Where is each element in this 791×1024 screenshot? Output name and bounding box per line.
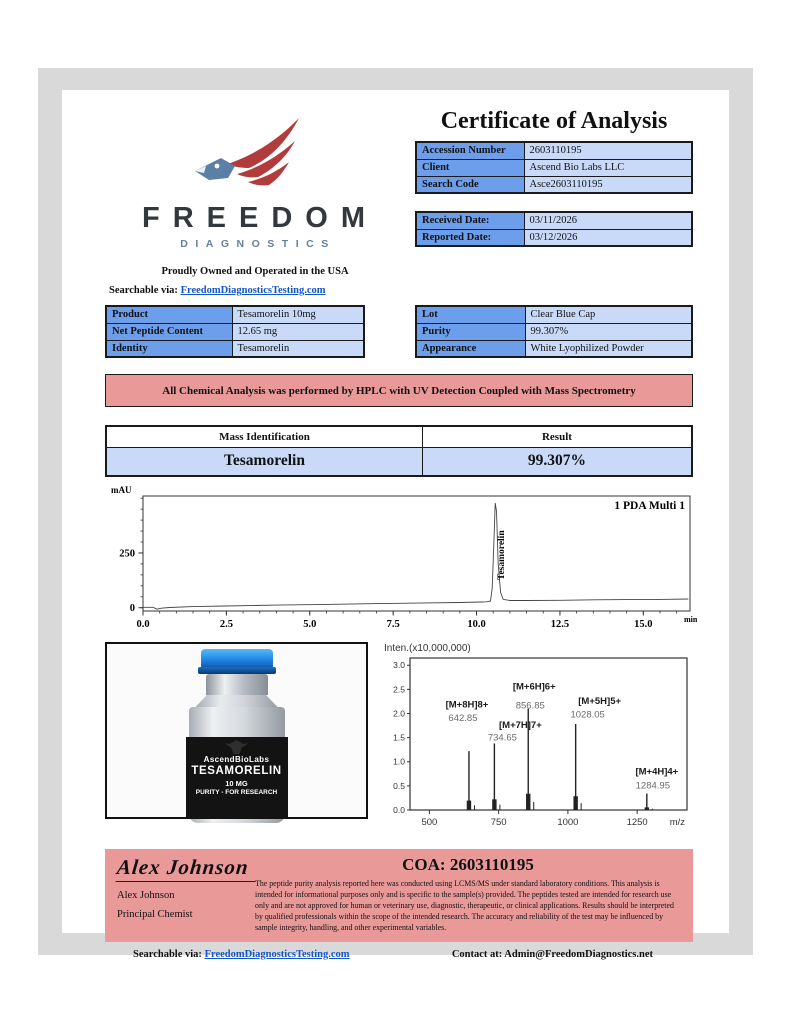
mass-spectrum-plot: [383, 642, 693, 834]
brand-subtitle: DIAGNOSTICS: [180, 238, 336, 250]
svg-text:[M+4H]4+: [M+4H]4+: [635, 766, 679, 778]
signature-script: Alex Johnson: [116, 855, 258, 882]
vial-cap-rim: [198, 667, 276, 674]
date-label: Reported Date:: [416, 229, 524, 246]
info-label: Client: [416, 159, 524, 176]
info-value: 2603110195: [524, 142, 692, 159]
svg-text:Tesamorelin: Tesamorelin: [496, 530, 507, 580]
certificate-document: [62, 90, 729, 960]
svg-text:0: 0: [129, 603, 135, 615]
svg-text:12.5: 12.5: [550, 619, 570, 630]
table-row: [416, 323, 692, 340]
table-row: [416, 229, 692, 246]
mass-id-header: Mass Identification: [106, 426, 422, 447]
svg-text:[M+5H]5+: [M+5H]5+: [578, 695, 622, 707]
vial-research-note: PURITY - FOR RESEARCH: [195, 789, 278, 796]
vial-brand-text: AscendBioLabs: [203, 755, 270, 764]
table-row: [416, 176, 692, 193]
svg-text:1250: 1250: [626, 817, 648, 828]
svg-text:500: 500: [421, 817, 438, 828]
svg-text:1.0: 1.0: [393, 756, 405, 767]
lot-label: Appearance: [416, 340, 525, 357]
svg-text:2.0: 2.0: [393, 708, 405, 719]
lot-value: Clear Blue Cap: [525, 306, 692, 323]
svg-text:2.5: 2.5: [219, 619, 233, 630]
product-table: [105, 305, 365, 358]
header: [105, 108, 693, 296]
info-value: Asce2603110195: [524, 176, 692, 193]
vial-shoulder: [196, 695, 278, 707]
lot-value: 99.307%: [525, 323, 692, 340]
mass-id-value: Tesamorelin: [106, 447, 422, 476]
product-label: Net Peptide Content: [106, 323, 232, 340]
vial-illustration: [189, 649, 285, 823]
table-header-row: [106, 426, 692, 447]
svg-text:750: 750: [490, 817, 507, 828]
svg-text:1028.05: 1028.05: [570, 709, 605, 721]
brand-name: FREEDOM: [142, 202, 378, 234]
result-header: Result: [422, 426, 692, 447]
mass-spectrum: [383, 642, 693, 839]
info-label: Search Code: [416, 176, 524, 193]
svg-text:734.65: 734.65: [487, 732, 517, 744]
coa-summary: [245, 855, 681, 934]
hplc-chromatogram: [105, 484, 698, 638]
svg-text:[M+8H]8+: [M+8H]8+: [445, 699, 489, 711]
info-value: Ascend Bio Labs LLC: [524, 159, 692, 176]
svg-text:[M+7H]7+: [M+7H]7+: [499, 719, 542, 731]
product-label: Identity: [106, 340, 232, 357]
product-label: Product: [106, 306, 232, 323]
lot-table: [415, 305, 693, 358]
svg-text:mAU: mAU: [111, 485, 132, 495]
date-label: Received Date:: [416, 212, 524, 229]
svg-text:1284.95: 1284.95: [635, 780, 670, 792]
lot-label: Purity: [416, 323, 525, 340]
lot-value: White Lyophilized Powder: [525, 340, 692, 357]
logo-block: [105, 108, 405, 296]
dates-table: [415, 211, 693, 247]
page-title: Certificate of Analysis: [440, 108, 668, 134]
lower-section: [105, 642, 693, 839]
page-frame: [38, 68, 753, 960]
vial-crimp-seal: [206, 674, 268, 695]
date-value: 03/11/2026: [524, 212, 692, 229]
footer-contact: Contact at: Admin@FreedomDiagnostics.net: [451, 948, 653, 960]
mass-identification-table: [105, 425, 693, 477]
info-label: Accession Number: [416, 142, 524, 159]
table-row: [106, 340, 364, 357]
svg-text:1 PDA Multi 1: 1 PDA Multi 1: [614, 500, 685, 512]
vial-label: [186, 737, 288, 819]
product-value: 12.65 mg: [232, 323, 364, 340]
footer-search-line: [133, 949, 350, 960]
svg-text:[M+6H]6+: [M+6H]6+: [512, 681, 556, 693]
svg-text:15.0: 15.0: [634, 619, 653, 630]
date-value: 03/12/2026: [524, 229, 692, 246]
searchable-label: Searchable via:: [109, 285, 178, 296]
result-value: 99.307%: [422, 447, 692, 476]
signatory-role: Principal Chemist: [117, 909, 193, 920]
svg-text:5.0: 5.0: [303, 619, 317, 630]
footer-search-label: Searchable via:: [133, 948, 202, 960]
footer-site-link[interactable]: FreedomDiagnosticsTesting.com: [204, 948, 350, 960]
svg-text:642.85: 642.85: [448, 713, 478, 725]
title-column: [415, 108, 693, 296]
svg-text:1.5: 1.5: [393, 732, 405, 743]
table-row: [416, 142, 692, 159]
vial-peptide-name: TESAMORELIN: [191, 765, 282, 777]
signature-block: [105, 849, 693, 942]
disclaimer-text: The peptide purity analysis reported here was conducted using LCMS/MS under standard laboratory conditions. This analysis is intended for informational purposes only and is specific to the sample(s) provided. The peptides tested are intended for research use only and are not approved for human or veterinary use, diagnostic, therapeutic, or clinical applications. Results should be interpreted by qualified professionals within the scope of the intended research. The accuracy and reliability of the test may be influenced by sample integrity, handling, and other experimental variables.: [255, 879, 674, 932]
svg-text:10.0: 10.0: [467, 619, 486, 630]
accession-info-table: [415, 141, 693, 194]
footer: [105, 949, 693, 960]
table-row: [416, 340, 692, 357]
svg-text:250: 250: [119, 548, 135, 560]
product-value: Tesamorelin 10mg: [232, 306, 364, 323]
vial-cap: [201, 649, 273, 668]
svg-text:min: min: [684, 615, 698, 624]
coa-number: COA: 2603110195: [402, 855, 534, 874]
eagle-logo-icon: [171, 116, 339, 208]
svg-text:2.5: 2.5: [393, 684, 405, 695]
chromatogram-plot: [105, 484, 698, 633]
table-row: [106, 306, 364, 323]
table-row: [106, 323, 364, 340]
signatory-name: Alex Johnson: [117, 890, 175, 901]
product-vial-photo: [105, 642, 368, 819]
signatory: [115, 855, 251, 934]
analysis-method-banner: All Chemical Analysis was performed by HPLC with UV Detection Coupled with Mass Spectrometry: [105, 374, 693, 407]
svg-text:0.0: 0.0: [393, 805, 405, 815]
table-row: [106, 447, 692, 476]
svg-text:7.5: 7.5: [386, 619, 400, 630]
svg-text:0.5: 0.5: [393, 780, 405, 791]
svg-text:0.0: 0.0: [136, 619, 150, 630]
table-row: [416, 212, 692, 229]
product-value: Tesamorelin: [232, 340, 364, 357]
vial-brand-bird-icon: [225, 740, 249, 754]
table-row: [416, 306, 692, 323]
searchable-line: [105, 285, 405, 296]
vial-dose: 10 MG: [225, 779, 248, 788]
svg-text:3.0: 3.0: [393, 660, 405, 671]
svg-text:Inten.(x10,000,000): Inten.(x10,000,000): [384, 643, 471, 654]
search-site-link[interactable]: FreedomDiagnosticsTesting.com: [180, 285, 326, 296]
vial-glass-body: [189, 707, 285, 823]
svg-text:856.85: 856.85: [515, 700, 545, 712]
table-row: [416, 159, 692, 176]
svg-text:m/z: m/z: [669, 817, 685, 828]
product-section: [105, 305, 693, 358]
svg-text:1000: 1000: [557, 817, 579, 828]
tagline: Proudly Owned and Operated in the USA: [161, 266, 349, 277]
lot-label: Lot: [416, 306, 525, 323]
